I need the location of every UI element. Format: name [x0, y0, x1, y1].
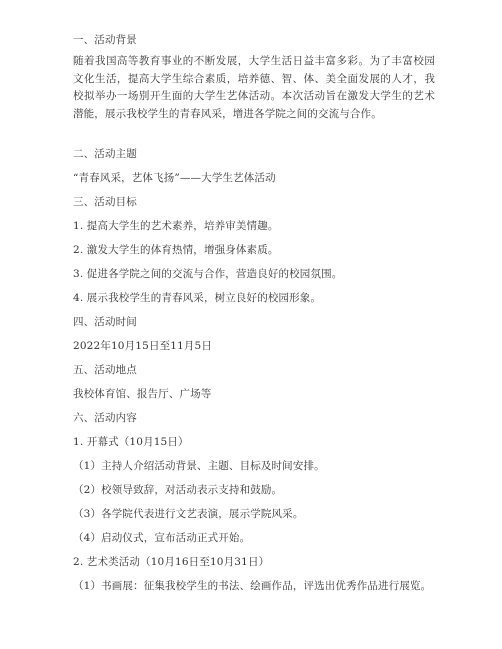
goal-item-3: 3. 促进各学院之间的交流与合作，营造良好的校园氛围。 [73, 268, 343, 280]
section-heading-time: 四、活动时间 [73, 316, 137, 328]
section-heading-goals: 三、活动目标 [73, 196, 137, 208]
background-paragraph: 随着我国高等教育事业的不断发展，大学生活日益丰富多彩。为了丰富校园文化生活，提高大学生综合素质，培养德、智、体、美全面发展的人才，我校拟举办一场别开生面的大学生艺体活动。本次活动旨在激发大学生的艺术潜能，展示我校学生的青春风采，增进各学院之间的交流与合作。 [73, 55, 435, 120]
opening-item-4: （4）启动仪式，宣布活动正式开始。 [73, 532, 251, 544]
section-heading-place: 五、活动地点 [73, 364, 137, 376]
opening-item-1: （1）主持人介绍活动背景、主题、目标及时间安排。 [73, 460, 325, 472]
goal-item-1: 1. 提高大学生的艺术素养，培养审美情趣。 [73, 220, 279, 232]
goal-item-2: 2. 激发大学生的体育热情，增强身体素质。 [73, 244, 279, 256]
section-heading-content: 六、活动内容 [73, 412, 137, 424]
opening-item-2: （2）校领导致辞，对活动表示支持和鼓励。 [73, 484, 283, 496]
goal-item-4: 4. 展示我校学生的青春风采，树立良好的校园形象。 [73, 292, 322, 304]
arts-item-1: （1）书画展：征集我校学生的书法、绘画作品，评选出优秀作品进行展览。 [73, 580, 432, 592]
time-text: 2022年10月15日至11月5日 [73, 340, 213, 352]
section-heading-theme: 二、活动主题 [73, 148, 137, 160]
arts-heading: 2. 艺术类活动（10月16日至10月31日） [73, 556, 270, 568]
theme-text: “青春风采，艺体飞扬”——大学生艺体活动 [73, 172, 276, 184]
section-heading-background: 一、活动背景 [73, 34, 137, 46]
opening-item-3: （3）各学院代表进行文艺表演，展示学院风采。 [73, 508, 304, 520]
opening-heading: 1. 开幕式（10月15日） [73, 436, 189, 448]
place-text: 我校体育馆、报告厅、广场等 [73, 388, 212, 400]
